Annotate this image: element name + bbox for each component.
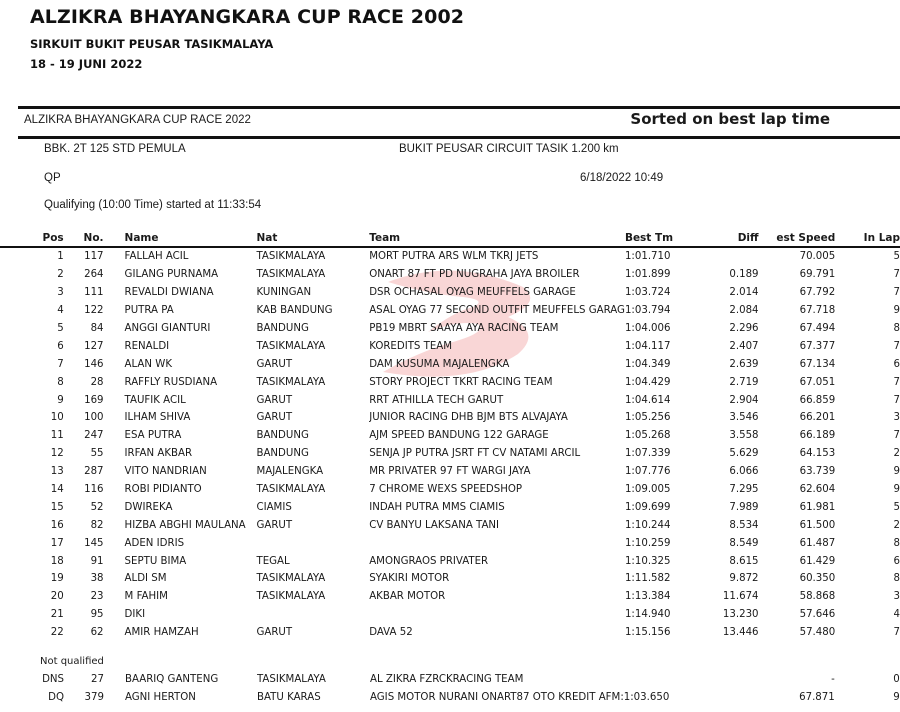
diff-cell: 2.407: [729, 340, 759, 352]
pos-cell: 4: [57, 305, 64, 317]
nat-cell: TASIKMALAYA: [257, 674, 326, 686]
number-cell: 23: [90, 591, 104, 603]
lap-cell: 9: [893, 484, 900, 496]
best-time-cell: 1:03.794: [624, 305, 671, 317]
nat-cell: GARUT: [256, 394, 293, 406]
lap-cell: 4: [893, 609, 900, 621]
speed-cell: 60.350: [799, 573, 836, 585]
speed-cell: 62.604: [799, 484, 836, 496]
result-row: [0, 552, 900, 570]
diff-cell: 9.872: [729, 573, 759, 585]
best-time-cell: [624, 671, 684, 689]
nat-cell: BANDUNG: [256, 448, 309, 460]
speed-cell: 61.429: [799, 555, 836, 567]
top-divider: [18, 106, 900, 109]
name-cell: TAUFIK ACIL: [124, 394, 186, 406]
nat-cell: GARUT: [256, 519, 293, 531]
number-cell: 117: [84, 251, 104, 263]
not-qualified-table: [0, 671, 900, 706]
pos-cell: 15: [50, 501, 64, 513]
result-row: [0, 534, 900, 552]
team-cell: SYAKIRI MOTOR: [369, 573, 450, 585]
nat-cell: BATU KARAS: [257, 691, 321, 703]
best-time-cell: 1:04.429: [624, 376, 671, 388]
nat-cell: GARUT: [256, 627, 293, 639]
result-row: [0, 624, 900, 642]
result-row: [0, 302, 900, 320]
name-cell: ALAN WK: [124, 358, 173, 370]
result-row: [0, 570, 900, 588]
speed-cell: 70.005: [799, 251, 836, 263]
pos-cell: 19: [50, 573, 64, 585]
lap-cell: 8: [893, 537, 900, 549]
event-dates: 18 - 19 JUNI 2022: [30, 57, 143, 71]
col-lap-header: In Lap: [835, 229, 900, 247]
best-time-cell: 1:07.339: [624, 448, 671, 460]
pos-cell: 5: [57, 323, 64, 334]
nat-cell: TASIKMALAYA: [256, 591, 326, 603]
lap-cell: 2: [893, 448, 900, 460]
pos-cell: 21: [50, 609, 64, 621]
best-time-cell: 1:09.005: [624, 484, 671, 496]
diff-cell: 13.446: [722, 627, 759, 639]
lap-cell: 9: [893, 691, 900, 703]
number-cell: 287: [84, 466, 104, 478]
speed-cell: 66.859: [799, 394, 836, 406]
col-best-header: Best Tm: [625, 229, 685, 247]
name-cell: ROBI PIDIANTO: [124, 484, 202, 496]
lap-cell: 8: [893, 573, 900, 585]
best-time-cell: 1:14.940: [624, 609, 671, 621]
speed-cell: 67.792: [799, 287, 836, 299]
col-diff-header: Diff: [685, 229, 759, 247]
diff-cell: 3.558: [729, 430, 759, 442]
lap-cell: 3: [893, 412, 900, 424]
band-event-name: ALZIKRA BHAYANGKARA CUP RACE 2022: [24, 114, 251, 126]
nat-cell: GARUT: [256, 358, 293, 370]
team-cell: AJM SPEED BANDUNG 122 GARAGE: [369, 430, 549, 442]
number-cell: 116: [84, 484, 104, 496]
team-cell: DSR OCHASAL OYAG MEUFFELS GARAGE: [369, 287, 576, 299]
name-cell: BAARIQ GANTENG: [125, 674, 219, 686]
result-row: [0, 516, 900, 534]
name-cell: AGNI HERTON: [125, 691, 196, 703]
result-row: [0, 320, 900, 338]
pos-cell: DQ: [48, 691, 64, 703]
name-cell: ANGGI GIANTURI: [124, 323, 211, 334]
nat-cell: [256, 606, 369, 624]
best-time-cell: 1:07.776: [624, 466, 671, 478]
speed-cell: 57.480: [799, 627, 836, 639]
team-cell: PB19 MBRT SAAYA AYA RACING TEAM: [369, 323, 559, 334]
name-cell: SEPTU BIMA: [124, 555, 187, 567]
nat-cell: [256, 534, 369, 552]
speed-cell: 67.494: [799, 323, 836, 334]
nat-cell: KAB BANDUNG: [256, 305, 333, 317]
results-header-row: [0, 229, 900, 247]
team-cell: MR PRIVATER 97 FT WARGI JAYA: [369, 466, 531, 478]
team-cell: ASAL OYAG 77 SECOND OUTFIT MEUFFELS GARAG: [369, 305, 625, 317]
name-cell: AMIR HAMZAH: [124, 627, 199, 639]
number-cell: 100: [84, 412, 104, 424]
best-time-cell: 1:13.384: [624, 591, 671, 603]
result-row: [0, 266, 900, 284]
not-qualified-body: [0, 671, 900, 706]
team-cell: DAVA 52: [369, 627, 413, 639]
team-cell: [369, 534, 625, 552]
team-cell: INDAH PUTRA MMS CIAMIS: [369, 501, 505, 513]
number-cell: 62: [90, 627, 104, 639]
result-row: [0, 247, 900, 266]
diff-cell: 6.066: [729, 466, 759, 478]
team-cell: SENJA JP PUTRA JSRT FT CV NATAMI ARCIL: [369, 448, 581, 460]
team-cell: CV BANYU LAKSANA TANI: [369, 519, 500, 531]
team-cell: JUNIOR RACING DHB BJM BTS ALVAJAYA: [369, 412, 568, 424]
best-time-cell: 1:10.325: [624, 555, 671, 567]
diff-cell: 2.014: [729, 287, 759, 299]
name-cell: FALLAH ACIL: [124, 251, 189, 263]
number-cell: 169: [84, 394, 104, 406]
lap-cell: 0: [893, 674, 900, 686]
result-row: [0, 373, 900, 391]
diff-cell: 7.989: [729, 501, 759, 513]
result-row: [0, 606, 900, 624]
name-cell: DIKI: [124, 609, 146, 621]
best-time-cell: 1:10.259: [624, 537, 671, 549]
best-time-cell: 1:01.710: [624, 251, 671, 263]
speed-cell: 67.051: [799, 376, 836, 388]
best-time-cell: 1:09.699: [624, 501, 671, 513]
lap-cell: 7: [893, 376, 900, 388]
pos-cell: 22: [50, 627, 64, 639]
speed-cell: 61.487: [799, 537, 836, 549]
number-cell: 84: [90, 323, 104, 334]
number-cell: 28: [90, 376, 104, 388]
diff-cell: 7.295: [729, 484, 759, 496]
lap-cell: 3: [893, 591, 900, 603]
lap-cell: 7: [893, 287, 900, 299]
session-datetime: 6/18/2022 10:49: [580, 172, 664, 184]
name-cell: RAFFLY RUSDIANA: [124, 376, 218, 388]
name-cell: DWIREKA: [124, 501, 173, 513]
diff-cell: 2.639: [729, 358, 759, 370]
speed-cell: 64.153: [799, 448, 836, 460]
pos-cell: 3: [57, 287, 64, 299]
result-row: [0, 409, 900, 427]
diff-cell: 2.296: [729, 323, 759, 334]
diff-cell: [684, 689, 758, 707]
not-qualified-label: Not qualified: [40, 656, 104, 667]
race-class: BBK. 2T 125 STD PEMULA: [44, 143, 186, 155]
band-divider: [18, 136, 900, 139]
best-time-cell: 1:03.724: [624, 287, 671, 299]
best-time-cell: 1:04.006: [624, 323, 671, 334]
pos-cell: 12: [50, 448, 64, 460]
pos-cell: 11: [50, 430, 64, 442]
diff-cell: 8.534: [729, 519, 759, 531]
speed-cell: 61.500: [799, 519, 836, 531]
lap-cell: 7: [893, 430, 900, 442]
sort-note: Sorted on best lap time: [630, 110, 830, 128]
name-cell: PUTRA PA: [124, 305, 174, 317]
best-time-cell: 1:15.156: [624, 627, 671, 639]
col-speed-header: est Speed: [759, 229, 836, 247]
best-time-cell: 1:01.899: [624, 269, 671, 281]
nat-cell: GARUT: [256, 412, 293, 424]
pos-cell: 20: [50, 591, 64, 603]
best-time-cell: 1:11.582: [624, 573, 671, 585]
result-row: [0, 498, 900, 516]
number-cell: 146: [84, 358, 104, 370]
speed-cell: 57.646: [799, 609, 836, 621]
nat-cell: TASIKMALAYA: [256, 484, 326, 496]
pos-cell: 18: [50, 555, 64, 567]
pos-cell: 8: [57, 376, 64, 388]
event-title: ALZIKRA BHAYANGKARA CUP RACE 2002: [30, 6, 465, 28]
pos-cell: 10: [50, 412, 64, 424]
team-cell: AKBAR MOTOR: [369, 591, 446, 603]
diff-cell: 11.674: [722, 591, 759, 603]
number-cell: 247: [84, 430, 104, 442]
nat-cell: KUNINGAN: [256, 287, 312, 299]
lap-cell: 9: [893, 466, 900, 478]
venue-title: SIRKUIT BUKIT PEUSAR TASIKMALAYA: [30, 37, 274, 51]
pos-cell: 9: [57, 394, 64, 406]
pos-cell: 7: [57, 358, 64, 370]
team-cell: 7 CHROME WEXS SPEEDSHOP: [369, 484, 523, 496]
result-row: [0, 284, 900, 302]
number-cell: 95: [90, 609, 104, 621]
nat-cell: BANDUNG: [256, 430, 309, 442]
speed-cell: 58.868: [799, 591, 836, 603]
team-cell: [369, 606, 625, 624]
team-cell: AMONGRAOS PRIVATER: [369, 555, 489, 567]
speed-cell: 61.981: [799, 501, 836, 513]
name-cell: ALDI SM: [124, 573, 167, 585]
diff-cell: [685, 247, 759, 266]
result-row: [0, 588, 900, 606]
pos-cell: 1: [57, 251, 64, 263]
lap-cell: 7: [893, 394, 900, 406]
result-row: [0, 463, 900, 481]
nat-cell: TASIKMALAYA: [256, 573, 326, 585]
best-time-cell: 1:04.349: [624, 358, 671, 370]
number-cell: 91: [90, 555, 104, 567]
speed-cell: 63.739: [799, 466, 836, 478]
lap-cell: 7: [893, 340, 900, 352]
results-table: [0, 229, 900, 642]
team-cell: KOREDITS TEAM: [369, 340, 453, 352]
lap-cell: 5: [893, 251, 900, 263]
team-cell: AL ZIKRA FZRCKRACING TEAM: [370, 674, 524, 686]
number-cell: 38: [90, 573, 104, 585]
name-cell: ILHAM SHIVA: [124, 412, 191, 424]
col-no-header: No.: [64, 229, 104, 247]
not-qualified-row: [0, 671, 900, 689]
nat-cell: TASIKMALAYA: [256, 269, 326, 281]
number-cell: 52: [90, 501, 104, 513]
session-code: QP: [44, 172, 61, 184]
pos-cell: 14: [50, 484, 64, 496]
nat-cell: TASIKMALAYA: [256, 376, 326, 388]
diff-cell: 0.189: [729, 269, 759, 281]
best-time-cell: 1:03.650: [623, 691, 670, 703]
diff-cell: [684, 671, 758, 689]
name-cell: VITO NANDRIAN: [124, 466, 207, 478]
col-team-header: Team: [369, 229, 625, 247]
team-cell: ONART 87 FT PD NUGRAHA JAYA BROILER: [369, 269, 580, 281]
number-cell: 82: [90, 519, 104, 531]
nat-cell: BANDUNG: [256, 323, 309, 334]
nat-cell: CIAMIS: [256, 501, 292, 513]
result-row: [0, 445, 900, 463]
results-body: [0, 247, 900, 642]
name-cell: ESA PUTRA: [124, 430, 182, 442]
best-time-cell: 1:04.614: [624, 394, 671, 406]
diff-cell: 5.629: [729, 448, 759, 460]
name-cell: M FAHIM: [124, 591, 168, 603]
pos-cell: 16: [50, 519, 64, 531]
name-cell: IRFAN AKBAR: [124, 448, 193, 460]
result-row: [0, 427, 900, 445]
number-cell: 264: [84, 269, 104, 281]
name-cell: HIZBA ABGHI MAULANA: [124, 519, 246, 531]
lap-cell: 5: [893, 501, 900, 513]
diff-cell: 8.615: [729, 555, 759, 567]
lap-cell: 2: [893, 519, 900, 531]
speed-cell: 66.189: [799, 430, 836, 442]
result-row: [0, 355, 900, 373]
speed-cell: 67.871: [799, 691, 835, 703]
col-pos-header: Pos: [0, 229, 64, 247]
pos-cell: DNS: [42, 674, 64, 686]
number-cell: 111: [84, 287, 104, 299]
diff-cell: 2.904: [729, 394, 759, 406]
pos-cell: 17: [50, 537, 64, 549]
name-cell: ADEN IDRIS: [124, 537, 185, 549]
diff-cell: 2.084: [729, 305, 759, 317]
team-cell: STORY PROJECT TKRT RACING TEAM: [369, 376, 553, 388]
pos-cell: 6: [57, 340, 64, 352]
diff-cell: 8.549: [729, 537, 759, 549]
col-nat-header: Nat: [256, 229, 369, 247]
diff-cell: 13.230: [722, 609, 759, 621]
result-row: [0, 391, 900, 409]
number-cell: 145: [84, 537, 104, 549]
lap-cell: 6: [893, 555, 900, 567]
number-cell: 55: [90, 448, 104, 460]
lap-cell: 7: [893, 269, 900, 281]
name-cell: RENALDI: [124, 340, 170, 352]
best-time-cell: 1:10.244: [624, 519, 671, 531]
lap-cell: 6: [893, 358, 900, 370]
name-cell: REVALDI DWIANA: [124, 287, 214, 299]
pos-cell: 2: [57, 269, 64, 281]
team-cell: RRT ATHILLA TECH GARUT: [369, 394, 504, 406]
speed-cell: 67.377: [799, 340, 836, 352]
result-row: [0, 481, 900, 499]
name-cell: GILANG PURNAMA: [124, 269, 219, 281]
nat-cell: TASIKMALAYA: [256, 340, 326, 352]
speed-cell: 67.718: [799, 305, 836, 317]
diff-cell: 2.719: [729, 376, 759, 388]
qualifying-info: Qualifying (10:00 Time) started at 11:33:54: [44, 199, 262, 211]
speed-cell: 69.791: [799, 269, 836, 281]
circuit-info: BUKIT PEUSAR CIRCUIT TASIK 1.200 km: [399, 143, 619, 155]
team-cell: DAM KUSUMA MAJALENGKA: [369, 358, 510, 370]
best-time-cell: 1:05.256: [624, 412, 671, 424]
number-cell: 122: [84, 305, 104, 317]
best-time-cell: 1:05.268: [624, 430, 671, 442]
diff-cell: 3.546: [729, 412, 759, 424]
number-cell: 127: [84, 340, 104, 352]
number-cell: 379: [84, 691, 104, 703]
not-qualified-row: [0, 689, 900, 707]
pos-cell: 13: [50, 466, 64, 478]
best-time-cell: 1:04.117: [624, 340, 671, 352]
team-cell: AGIS MOTOR NURANI ONART87 OTO KREDIT AFM:: [370, 691, 624, 703]
result-row: [0, 337, 900, 355]
lap-cell: 9: [893, 305, 900, 317]
nat-cell: TEGAL: [256, 555, 290, 567]
speed-cell: 67.134: [799, 358, 836, 370]
nat-cell: MAJALENGKA: [256, 466, 324, 478]
speed-cell: -: [831, 674, 835, 686]
col-name-header: Name: [104, 229, 257, 247]
speed-cell: 66.201: [799, 412, 836, 424]
lap-cell: 7: [893, 627, 900, 639]
team-cell: MORT PUTRA ARS WLM TKRJ JETS: [369, 251, 539, 263]
nat-cell: TASIKMALAYA: [256, 251, 326, 263]
lap-cell: 8: [893, 323, 900, 334]
number-cell: 27: [91, 674, 104, 686]
